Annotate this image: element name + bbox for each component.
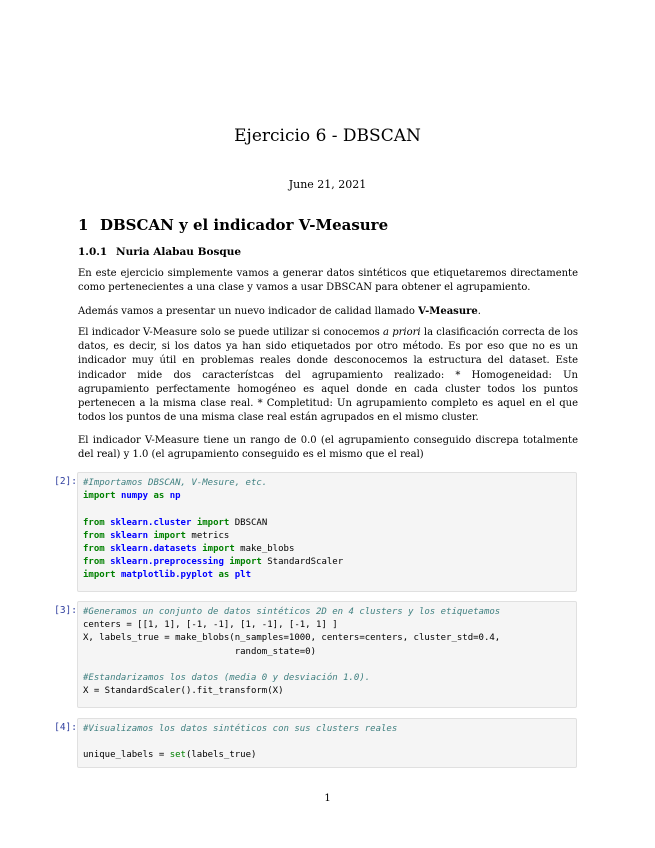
cell-prompt: [2]: (54, 476, 77, 487)
code-keyword: from (83, 517, 105, 528)
code-line (83, 723, 571, 736)
code-module: sklearn.preprocessing (110, 557, 224, 568)
text-run: El indicador V-Measure solo se puede utilizar si conocemos (78, 327, 384, 338)
vmeasure-description-paragraph (78, 326, 578, 425)
intro-paragraph: En este ejercicio simplemente vamos a generar datos sintéticos que etiquetaremos directamente como pertenecientes a una clase y vamos a usar DBSCAN para obtener el agrupamiento. (78, 268, 578, 294)
code-module: np (169, 491, 181, 502)
code-comment: #Generamos un conjunto de datos sintéticos 2D en 4 clusters y los etiquetamos (83, 607, 501, 617)
cell-prompt: [4]: (54, 722, 77, 733)
code-module: sklearn (110, 530, 149, 541)
code-keyword: import (153, 530, 186, 541)
code-line (83, 517, 571, 530)
code-module: plt (234, 570, 252, 581)
subsection-title: Nuria Alabau Bosque (116, 246, 242, 258)
code-input[interactable] (77, 718, 577, 768)
text-run: . (477, 306, 481, 317)
code-input[interactable] (77, 472, 577, 592)
section-number: 1 (78, 216, 89, 234)
code-comment: #Visualizamos los datos sintéticos con sus clusters reales (83, 724, 398, 734)
code-text: (labels_true) (185, 750, 257, 761)
subsection-number: 1.0.1 (78, 246, 108, 258)
code-keyword: as (218, 570, 230, 581)
code-line (83, 659, 571, 672)
code-keyword: from (83, 543, 105, 554)
text-run: la clasificación correcta de los datos, es decir, si los datos ya han sido etiquetados por otro método. Es por eso que no es un indicador muy útil en problemas reales donde desconocemos la estructura del dataset. Este indicador mide dos característcas del agrupamiento realizado: * Homogeneidad: Un agrupamiento perfectamente homogéneo es aquel donde en cada cluster todos los puntos pertenecen a la misma clase real. * Completitud: Un agrupamiento completo es aquel en el que todos los puntos de una misma clase real están agrupados en el mismo cluster. (78, 327, 578, 424)
code-keyword: as (153, 491, 165, 502)
section-heading (78, 216, 388, 234)
code-line (83, 543, 571, 556)
document-title: Ejercicio 6 - DBSCAN (234, 126, 421, 146)
code-line (83, 569, 571, 582)
code-line (83, 556, 571, 569)
code-keyword: import (202, 543, 235, 554)
code-keyword: import (196, 517, 230, 528)
code-line (83, 530, 571, 543)
section-title: DBSCAN y el indicador V-Measure (100, 216, 389, 234)
code-text: unique_labels = (83, 750, 170, 761)
italic-term: a priori (383, 327, 421, 338)
code-name: make_blobs (240, 543, 295, 554)
document-date: June 21, 2021 (288, 178, 367, 191)
subsection-heading (78, 246, 241, 258)
code-name: StandardScaler (267, 557, 344, 568)
code-name: DBSCAN (234, 517, 268, 528)
page-number: 1 (324, 793, 331, 804)
code-module: numpy (120, 491, 149, 502)
code-module: matplotlib.pyplot (120, 570, 214, 581)
code-name: metrics (191, 530, 230, 541)
code-line: random_state=0) (83, 646, 316, 657)
code-line: centers = [[1, 1], [-1, -1], [1, -1], [-1, 1] ] (83, 620, 338, 631)
code-comment: #Estandarizamos los datos (media 0 y desviación 1.0). (83, 672, 371, 683)
code-line (83, 490, 571, 503)
bold-term: V-Measure (418, 306, 478, 317)
code-line (83, 749, 571, 762)
code-keyword: from (83, 530, 105, 541)
code-module: sklearn.datasets (110, 543, 197, 554)
code-line (83, 477, 571, 490)
code-line (83, 503, 571, 516)
code-keyword: import (83, 570, 116, 581)
code-keyword: import (83, 491, 116, 502)
code-line (83, 672, 571, 685)
code-keyword: import (229, 557, 262, 568)
code-line: X = StandardScaler().fit_transform(X) (83, 686, 284, 697)
vmeasure-range-paragraph: El indicador V-Measure tiene un rango de 0.0 (el agrupamiento conseguido discrepa totalmente del real) y 1.0 (el agrupamiento conseguido es el mismo que el real) (78, 435, 578, 461)
code-line (83, 606, 571, 619)
vmeasure-intro-paragraph (78, 305, 578, 319)
code-comment: #Importamos DBSCAN, V-Mesure, etc. (83, 478, 268, 488)
code-line (83, 736, 571, 749)
code-module: sklearn.cluster (110, 517, 192, 528)
code-keyword: from (83, 557, 105, 568)
code-line: X, labels_true = make_blobs(n_samples=1000, centers=centers, cluster_std=0.4, (83, 633, 501, 644)
code-builtin: set (169, 750, 186, 761)
cell-prompt: [3]: (54, 605, 77, 616)
code-input[interactable] (77, 601, 577, 708)
text-run: Además vamos a presentar un nuevo indicador de calidad llamado (78, 306, 419, 317)
